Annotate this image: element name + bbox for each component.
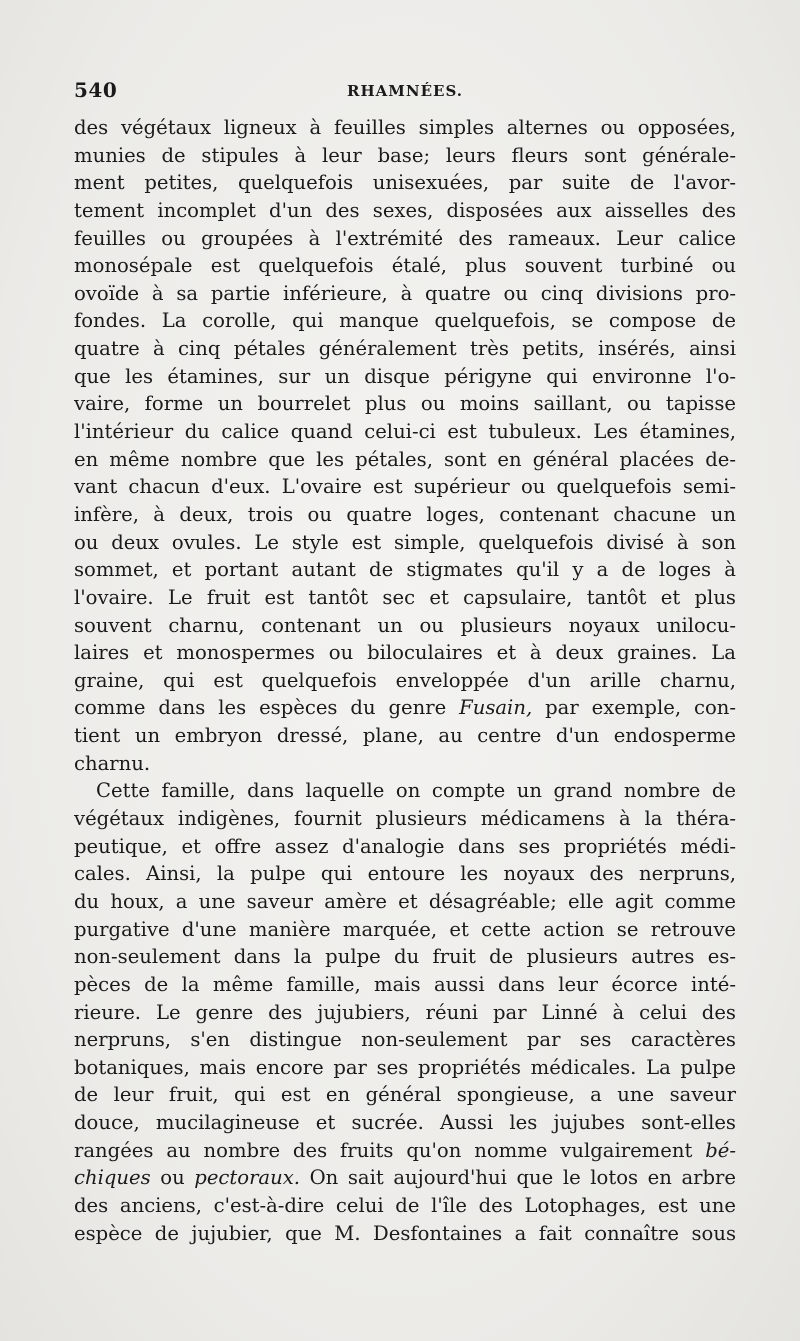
text-line <box>74 1137 736 1165</box>
text-line: nerpruns, s'en distingue non-seulement par ses caractères <box>74 1028 736 1052</box>
running-title: RHAMNÉES. <box>347 82 463 100</box>
page-header <box>74 78 736 108</box>
text-line: douce, mucilagineuse et sucrée. Aussi les jujubes sont-elles <box>74 1111 736 1135</box>
term-italic: bé- <box>705 1138 736 1162</box>
text-run: par exemple, con- <box>532 696 736 720</box>
text-line: peutique, et offre assez d'analogie dans ses propriétés médi- <box>74 834 736 858</box>
text-line: vant chacun d'eux. L'ovaire est supérieur ou quelquefois semi- <box>74 475 736 499</box>
text-line: de leur fruit, qui est en général spongieuse, a une saveur <box>74 1083 736 1107</box>
text-line: ou deux ovules. Le style est simple, quelquefois divisé à son <box>74 530 736 554</box>
text-line: des anciens, c'est-à-dire celui de l'île des Lotophages, est une <box>74 1193 736 1217</box>
text-line: vaire, forme un bourrelet plus ou moins saillant, ou tapisse <box>74 392 736 416</box>
text-run: rangées au nombre des fruits qu'on nomme vulgairement <box>74 1138 706 1162</box>
text-line: du houx, a une saveur amère et désagréable; elle agit comme <box>74 889 736 913</box>
text-line: feuilles ou groupées à l'extrémité des rameaux. Leur calice <box>74 226 736 250</box>
text-line <box>74 694 736 722</box>
text-line: ovoïde à sa partie inférieure, à quatre ou cinq divisions pro- <box>74 281 736 305</box>
text-run: ou <box>150 1166 195 1190</box>
text-line: infère, à deux, trois ou quatre loges, contenant chacune un <box>74 502 736 526</box>
text-line: graine, qui est quelquefois enveloppée d'un arille charnu, <box>74 668 736 692</box>
text-line: tient un embryon dressé, plane, au centre d'un endosperme <box>74 724 736 748</box>
text-line: fondes. La corolle, qui manque quelquefois, se compose de <box>74 309 736 333</box>
text-run: comme dans les espèces du genre <box>74 696 460 720</box>
text-line: quatre à cinq pétales généralement très petits, insérés, ainsi <box>74 337 736 361</box>
text-line: tement incomplet d'un des sexes, disposées aux aisselles des <box>74 198 736 222</box>
text-run: On sait aujourd'hui que le lotos en arbre <box>300 1166 736 1190</box>
text-line: en même nombre que les pétales, sont en général placées de- <box>74 447 736 471</box>
text-line <box>74 1164 736 1192</box>
paragraph-1 <box>74 114 736 777</box>
text-line: non-seulement dans la pulpe du fruit de plusieurs autres es- <box>74 945 736 969</box>
text-line: sommet, et portant autant de stigmates qu'il y a de loges à <box>74 558 736 582</box>
term-italic: pectoraux. <box>194 1166 301 1190</box>
text-line: l'ovaire. Le fruit est tantôt sec et capsulaire, tantôt et plus <box>74 585 736 609</box>
text-line: végétaux indigènes, fournit plusieurs médicamens à la théra- <box>74 807 736 831</box>
text-line: des végétaux ligneux à feuilles simples alternes ou opposées, <box>74 116 736 139</box>
text-line: que les étamines, sur un disque périgyne qui environne l'o- <box>74 364 736 388</box>
text-line: ment petites, quelquefois unisexuées, par suite de l'avor- <box>74 171 736 195</box>
text-line: munies de stipules à leur base; leurs fleurs sont générale- <box>74 143 736 167</box>
text-line: pèces de la même famille, mais aussi dans leur écorce inté- <box>74 972 736 996</box>
text-line: botaniques, mais encore par ses propriétés médicales. La pulpe <box>74 1055 736 1079</box>
text-line: l'intérieur du calice quand celui-ci est tubuleux. Les étamines, <box>74 420 736 444</box>
text-line: purgative d'une manière marquée, et cette action se retrouve <box>74 917 736 941</box>
text-line: monosépale est quelquefois étalé, plus souvent turbiné ou <box>74 254 736 278</box>
genus-name-italic: Fusain, <box>459 696 533 720</box>
text-line: espèce de jujubier, que M. Desfontaines a fait connaître sous <box>74 1221 736 1245</box>
text-line: rieure. Le genre des jujubiers, réuni par Linné à celui des <box>74 1000 736 1024</box>
term-italic: chiques <box>74 1166 151 1190</box>
text-line: laires et monospermes ou biloculaires et à deux graines. La <box>74 641 736 665</box>
body-text <box>74 114 736 1247</box>
text-line: souvent charnu, contenant un ou plusieurs noyaux unilocu- <box>74 613 736 637</box>
paragraph-2 <box>74 777 736 1247</box>
text-line: cales. Ainsi, la pulpe qui entoure les noyaux des nerpruns, <box>74 862 736 886</box>
page-number: 540 <box>74 78 118 102</box>
text-line: Cette famille, dans laquelle on compte un grand nombre de <box>96 779 736 803</box>
text-line: charnu. <box>74 751 151 775</box>
